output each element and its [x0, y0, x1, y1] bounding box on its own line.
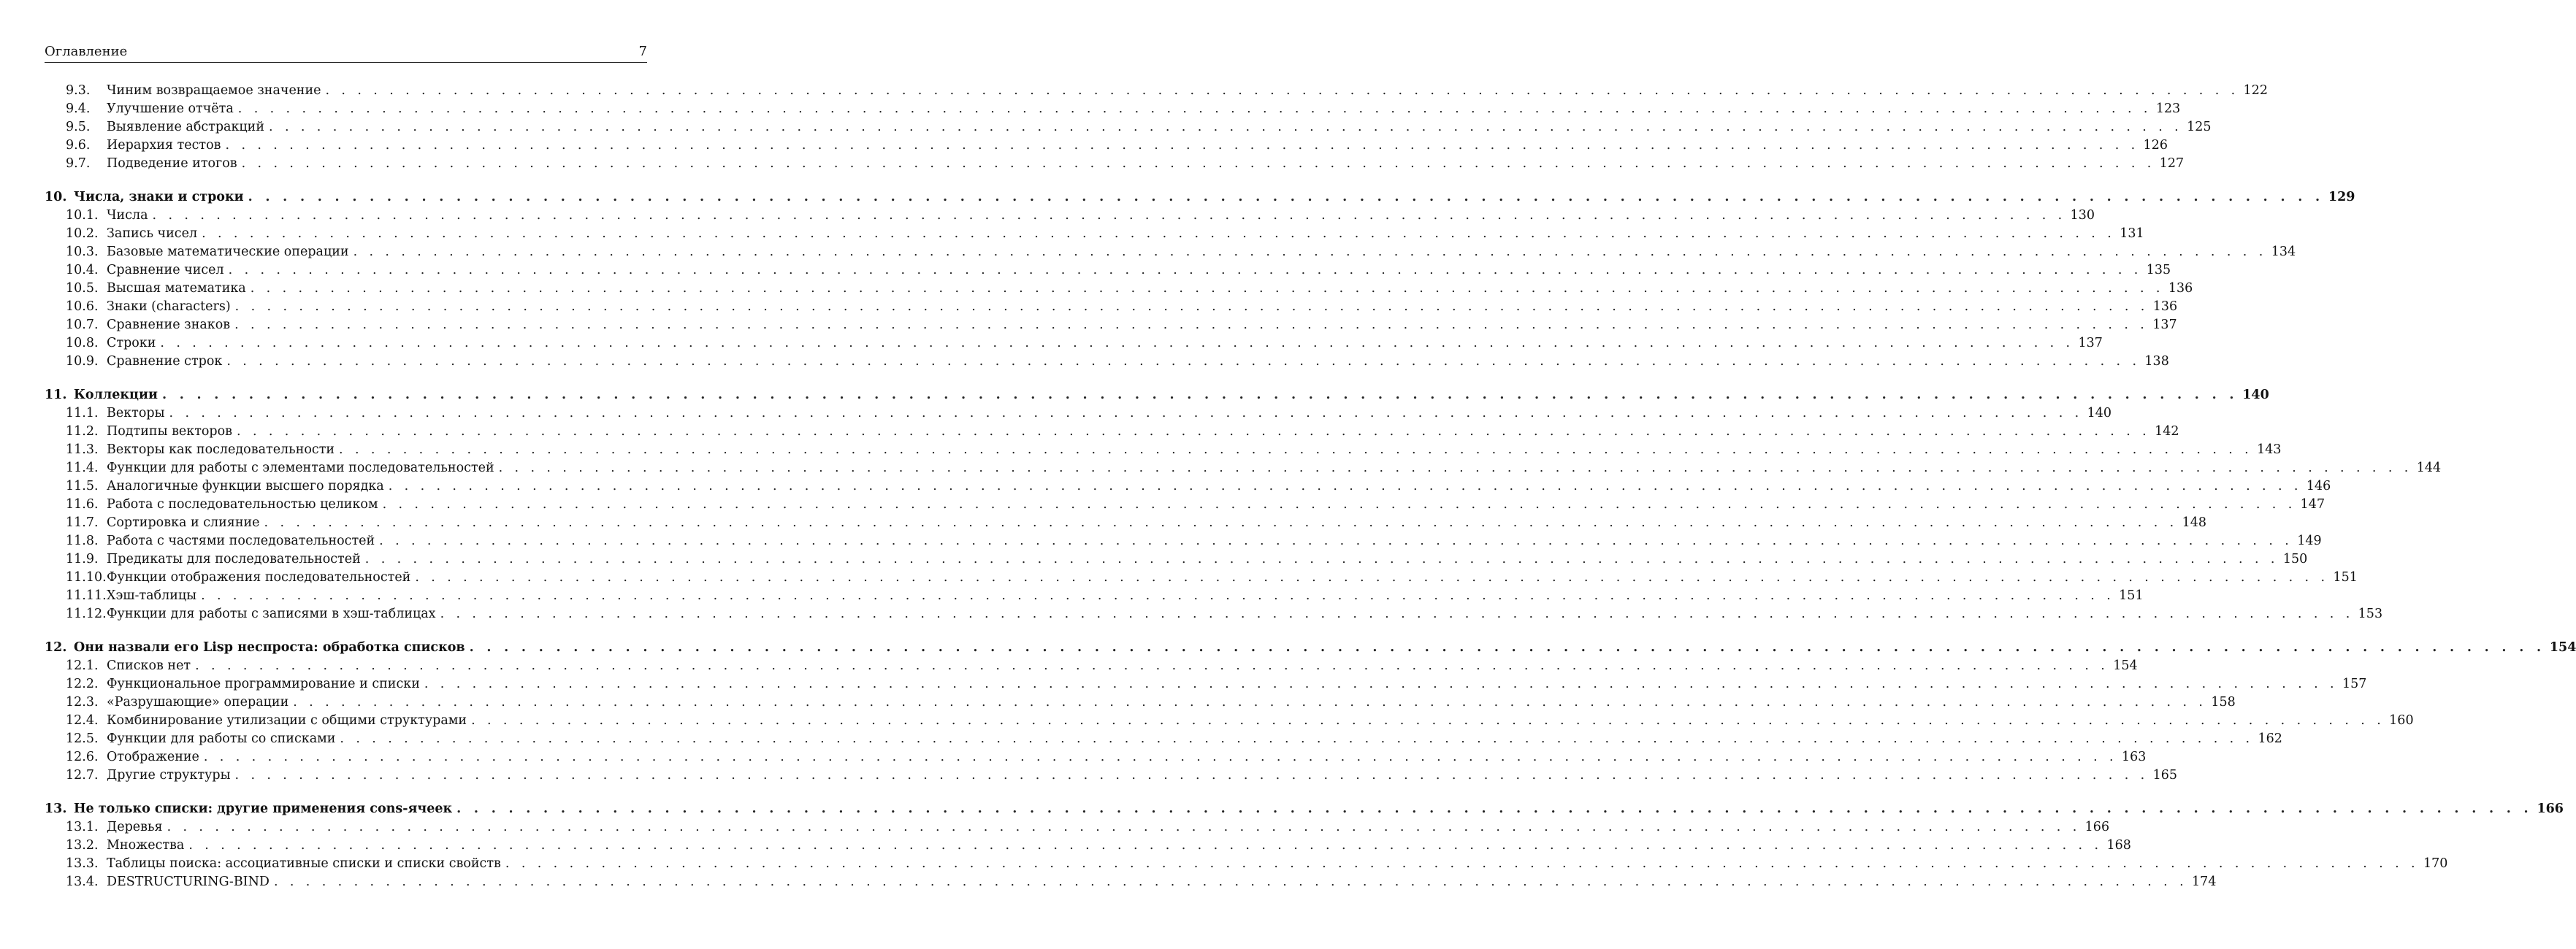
toc-leader-dots: . . . . . . . . . . . . . . . . . . . . . . . . . . . . . . . . . . . . . . . . . . . . . . . . . . . . . . . . . . . . . . . . . . . . . . . . . . . . . . . . . . . . . . . . . . . . . . . . . . . . . . . . . . . . . . . . . . . . . . . . — [250, 281, 2164, 296]
page-number: 7 — [638, 44, 647, 59]
toc-entry-page: 160 — [2389, 713, 2414, 728]
toc-entry-page: 126 — [2143, 138, 2168, 153]
toc-entry-page: 149 — [2297, 534, 2322, 548]
toc-leader-dots: . . . . . . . . . . . . . . . . . . . . . . . . . . . . . . . . . . . . . . . . . . . . . . . . . . . . . . . . . . . . . . . . . . . . . . . . . . . . . . . . . . . . . . . . . . . . . . . . . . . . . . . . . . . . . . . . . . . . . . . . — [353, 245, 2267, 259]
toc-entry-page: 123 — [2155, 101, 2181, 116]
toc-entry-number: 11.2. — [66, 424, 99, 439]
toc-entry-page: 151 — [2119, 588, 2144, 603]
toc-entry-number: 13.3. — [66, 856, 99, 871]
toc-section[interactable] — [45, 459, 2442, 477]
toc-entry-number: 11.5. — [66, 479, 99, 493]
toc-entry-number: 11.4. — [66, 461, 99, 475]
toc-section[interactable] — [45, 207, 2095, 225]
toc-entry-page: 146 — [2306, 479, 2331, 493]
toc-section[interactable] — [45, 477, 2331, 496]
toc-entry-title: Работа с частями последовательностей — [107, 532, 379, 550]
toc-leader-dots: . . . . . . . . . . . . . . . . . . . . . . . . . . . . . . . . . . . . . . . . . . . . . . . . . . . . . . . . . . . . . . . . . . . . . . . . . . . . . . . . . . . . . . . . . . . . . . . . . . . . . . . . . . . . . . . . . . . . . . . . — [241, 156, 2155, 171]
toc-section[interactable] — [45, 730, 2282, 748]
toc-entry-title: Улучшение отчёта — [107, 100, 238, 118]
toc-leader-dots: . . . . . . . . . . . . . . . . . . . . . . . . . . . . . . . . . . . . . . . . . . . . . . . . . . . . . . . . . . . . . . . . . . . . . . . . . . . . . . . . . . . . . . . . . . . . . . . . . . . . . . . . . . . . . . . . . . . . . . . . — [203, 750, 2117, 764]
toc-entry-page: 158 — [2211, 695, 2236, 710]
toc-entry-title: Комбинирование утилизации с общими структурами — [107, 712, 471, 730]
toc-entry-page: 137 — [2152, 318, 2177, 332]
toc-section[interactable] — [45, 550, 2308, 569]
toc-entry-number: 12.3. — [66, 695, 99, 710]
toc-entry-number: 12.7. — [66, 768, 99, 783]
toc-section[interactable] — [45, 155, 2185, 173]
toc-entry-page: 134 — [2271, 245, 2296, 259]
toc-entry-page: 150 — [2282, 552, 2308, 566]
toc-entry-page: 168 — [2106, 838, 2131, 853]
toc-entry-number: 9.7. — [66, 156, 91, 171]
toc-section[interactable] — [45, 855, 2448, 873]
toc-leader-dots: . . . . . . . . . . . . . . . . . . . . . . . . . . . . . . . . . . . . . . . . . . . . . . . . . . . . . . . . . . . . . . . . . . . . . . . . . . . . . . . . . . . . . . . . . . . . . . . . . . . . . . . . . . . . . . . . . . . . . . . . — [269, 120, 2183, 134]
toc-entry-title: Функции для работы с элементами последовательностей — [107, 459, 499, 477]
toc-leader-dots: . . . . . . . . . . . . . . . . . . . . . . . . . . . . . . . . . . . . . . . . . . . . . . . . . . . . . . . . . . . . . . . . . . . . . . . . . . . . . . . . . . . . . . . . . . . . . . . . . . . . . . . . . . . . . . . . . . . . . . . . — [234, 318, 2149, 332]
toc-entry-page: 157 — [2342, 677, 2367, 691]
toc-section[interactable] — [45, 298, 2178, 316]
toc-leader-dots: . . . . . . . . . . . . . . . . . . . . . . . . . . . . . . . . . . . . . . . . . . . . . . . . . . . . . . . . . . . . . . . . . . . . . . . . . . . . . . . . . . . . . . . . . . . . . . . . . . . . . . . . . . . . . . . . . . . . . . . . — [325, 83, 2239, 98]
toc-entry-page: 131 — [2120, 226, 2144, 241]
toc-leader-dots: . . . . . . . . . . . . . . . . . . . . . . . . . . . . . . . . . . . . . . . . . . . . . . . . . . . . . . . . . . . . . . . . . . . . . . . . . . . . . . . . . . . . . . . . . . . . . . . . . . . . . . . . . . . . . . . . . . . . . . . . — [505, 856, 2420, 871]
toc-entry-page: 122 — [2243, 83, 2269, 98]
toc-entry-title: Знаки (characters) — [107, 298, 235, 316]
toc-leader-dots: . . . . . . . . . . . . . . . . . . . . . . . . . . . . . . . . . . . . . . . . . . . . . . . . . . . . . . . . . . . . . . . . . . . . . . . . . . . . . . . . . . . . . . . . . . . . . . . . . . . . . . . . . . . . . . . . . . . . . . . . — [161, 388, 2239, 402]
toc-leader-dots: . . . . . . . . . . . . . . . . . . . . . . . . . . . . . . . . . . . . . . . . . . . . . . . . . . . . . . . . . . . . . . . . . . . . . . . . . . . . . . . . . . . . . . . . . . . . . . . . . . . . . . . . . . . . . . . . . . . . . . . . — [264, 515, 2178, 530]
toc-entry-page: 138 — [2144, 354, 2169, 369]
toc-leader-dots: . . . . . . . . . . . . . . . . . . . . . . . . . . . . . . . . . . . . . . . . . . . . . . . . . . . . . . . . . . . . . . . . . . . . . . . . . . . . . . . . . . . . . . . . . . . . . . . . . . . . . . . . . . . . . . . . . . . . . . . . — [388, 479, 2302, 493]
toc-entry-title: «Разрушающие» операции — [107, 694, 293, 712]
toc-entry-number: 11.8. — [66, 534, 99, 548]
toc-entry-page: 154 — [2113, 658, 2138, 673]
toc-chapter[interactable] — [45, 386, 2269, 404]
toc-leader-dots: . . . . . . . . . . . . . . . . . . . . . . . . . . . . . . . . . . . . . . . . . . . . . . . . . . . . . . . . . . . . . . . . . . . . . . . . . . . . . . . . . . . . . . . . . . . . . . . . . . . . . . . . . . . . . . . . . . . . . . . . — [195, 658, 2109, 673]
toc-entry-number: 10.5. — [66, 281, 99, 296]
toc-section[interactable] — [45, 137, 2168, 155]
toc-entry-number: 10.8. — [66, 336, 99, 350]
toc-section[interactable] — [45, 569, 2358, 587]
toc-entry-title: Числа, знаки и строки — [74, 188, 248, 207]
toc-entry-page: 129 — [2328, 190, 2355, 204]
toc-entry-title: Функциональное программирование и списки — [107, 675, 424, 694]
toc-entry-page: 142 — [2155, 424, 2179, 439]
toc-entry-number: 12. — [45, 640, 67, 655]
toc-entry-number: 13.2. — [66, 838, 99, 853]
toc-chapter[interactable] — [45, 800, 2564, 818]
toc-entry-title: Подтипы векторов — [107, 423, 237, 441]
toc-leader-dots: . . . . . . . . . . . . . . . . . . . . . . . . . . . . . . . . . . . . . . . . . . . . . . . . . . . . . . . . . . . . . . . . . . . . . . . . . . . . . . . . . . . . . . . . . . . . . . . . . . . . . . . . . . . . . . . . . . . . . . . . — [169, 406, 2083, 420]
toc-entry-number: 10.7. — [66, 318, 99, 332]
toc-entry-title: Векторы — [107, 404, 169, 423]
toc-leader-dots: . . . . . . . . . . . . . . . . . . . . . . . . . . . . . . . . . . . . . . . . . . . . . . . . . . . . . . . . . . . . . . . . . . . . . . . . . . . . . . . . . . . . . . . . . . . . . . . . . . . . . . . . . . . . . . . . . . . . . . . . — [248, 190, 2324, 204]
toc-entry-title: Векторы как последовательности — [107, 441, 339, 459]
toc-section[interactable] — [45, 694, 2236, 712]
toc-entry-title: Чиним возвращаемое значение — [107, 82, 326, 100]
toc-leader-dots: . . . . . . . . . . . . . . . . . . . . . . . . . . . . . . . . . . . . . . . . . . . . . . . . . . . . . . . . . . . . . . . . . . . . . . . . . . . . . . . . . . . . . . . . . . . . . . . . . . . . . . . . . . . . . . . . . . . . . . . . — [167, 820, 2081, 834]
toc-entry-page: 162 — [2258, 731, 2282, 746]
toc-entry-number: 13.1. — [66, 820, 99, 834]
toc-entry-number: 11.1. — [66, 406, 99, 420]
toc-entry-title: Функции для работы с записями в хэш-таблицах — [107, 605, 440, 623]
toc-entry-page: 154 — [2549, 640, 2576, 655]
toc-leader-dots: . . . . . . . . . . . . . . . . . . . . . . . . . . . . . . . . . . . . . . . . . . . . . . . . . . . . . . . . . . . . . . . . . . . . . . . . . . . . . . . . . . . . . . . . . . . . . . . . . . . . . . . . . . . . . . . . . . . . . . . . — [456, 802, 2533, 816]
toc-entry-page: 166 — [2537, 802, 2564, 816]
toc-leader-dots: . . . . . . . . . . . . . . . . . . . . . . . . . . . . . . . . . . . . . . . . . . . . . . . . . . . . . . . . . . . . . . . . . . . . . . . . . . . . . . . . . . . . . . . . . . . . . . . . . . . . . . . . . . . . . . . . . . . . . . . . — [237, 424, 2151, 439]
toc-entry-title: Таблицы поиска: ассоциативные списки и списки свойств — [107, 855, 505, 873]
toc-section[interactable] — [45, 316, 2177, 334]
toc-entry-title: Другие структуры — [107, 766, 235, 785]
toc-section[interactable] — [45, 353, 2169, 371]
toc-entry-page: 127 — [2159, 156, 2185, 171]
toc-entry-title: Деревья — [107, 818, 167, 837]
toc-leader-dots: . . . . . . . . . . . . . . . . . . . . . . . . . . . . . . . . . . . . . . . . . . . . . . . . . . . . . . . . . . . . . . . . . . . . . . . . . . . . . . . . . . . . . . . . . . . . . . . . . . . . . . . . . . . . . . . . . . . . . . . . — [339, 442, 2253, 457]
toc-chapter[interactable] — [45, 188, 2355, 207]
toc-chapter[interactable] — [45, 639, 2576, 657]
toc-entry-title: Они назвали его Lisp неспроста: обработка списков — [74, 639, 470, 657]
toc-entry-title: Отображение — [107, 748, 204, 766]
toc-entry-number: 11.10. — [66, 570, 107, 585]
toc-leader-dots: . . . . . . . . . . . . . . . . . . . . . . . . . . . . . . . . . . . . . . . . . . . . . . . . . . . . . . . . . . . . . . . . . . . . . . . . . . . . . . . . . . . . . . . . . . . . . . . . . . . . . . . . . . . . . . . . . . . . . . . . — [152, 208, 2066, 223]
toc-entry-number: 12.1. — [66, 658, 99, 673]
toc-leader-dots: . . . . . . . . . . . . . . . . . . . . . . . . . . . . . . . . . . . . . . . . . . . . . . . . . . . . . . . . . . . . . . . . . . . . . . . . . . . . . . . . . . . . . . . . . . . . . . . . . . . . . . . . . . . . . . . . . . . . . . . . — [228, 263, 2142, 277]
toc-entry-number: 10.2. — [66, 226, 99, 241]
toc-section[interactable] — [45, 657, 2138, 675]
toc-section[interactable] — [45, 404, 2112, 423]
toc-leader-dots: . . . . . . . . . . . . . . . . . . . . . . . . . . . . . . . . . . . . . . . . . . . . . . . . . . . . . . . . . . . . . . . . . . . . . . . . . . . . . . . . . . . . . . . . . . . . . . . . . . . . . . . . . . . . . . . . . . . . . . . . — [188, 838, 2103, 853]
toc-section[interactable] — [45, 587, 2144, 605]
toc-entry-page: 148 — [2182, 515, 2207, 530]
toc-leader-dots: . . . . . . . . . . . . . . . . . . . . . . . . . . . . . . . . . . . . . . . . . . . . . . . . . . . . . . . . . . . . . . . . . . . . . . . . . . . . . . . . . . . . . . . . . . . . . . . . . . . . . . . . . . . . . . . . . . . . . . . . — [424, 677, 2338, 691]
toc-leader-dots: . . . . . . . . . . . . . . . . . . . . . . . . . . . . . . . . . . . . . . . . . . . . . . . . . . . . . . . . . . . . . . . . . . . . . . . . . . . . . . . . . . . . . . . . . . . . . . . . . . . . . . . . . . . . . . . . . . . . . . . . — [364, 552, 2279, 566]
toc-leader-dots: . . . . . . . . . . . . . . . . . . . . . . . . . . . . . . . . . . . . . . . . . . . . . . . . . . . . . . . . . . . . . . . . . . . . . . . . . . . . . . . . . . . . . . . . . . . . . . . . . . . . . . . . . . . . . . . . . . . . . . . . — [202, 226, 2116, 241]
toc-entry-number: 13. — [45, 802, 67, 816]
toc-entry-number: 9.3. — [66, 83, 91, 98]
toc-section[interactable] — [45, 712, 2414, 730]
toc-entry-number: 11. — [45, 388, 67, 402]
toc-leader-dots: . . . . . . . . . . . . . . . . . . . . . . . . . . . . . . . . . . . . . . . . . . . . . . . . . . . . . . . . . . . . . . . . . . . . . . . . . . . . . . . . . . . . . . . . . . . . . . . . . . . . . . . . . . . . . . . . . . . . . . . . — [225, 138, 2139, 153]
toc-entry-number: 12.5. — [66, 731, 99, 746]
toc-entry-number: 10.6. — [66, 299, 99, 314]
toc-section[interactable] — [45, 225, 2144, 243]
toc-section[interactable] — [45, 837, 2131, 855]
toc-entry-page: 144 — [2416, 461, 2442, 475]
toc-entry-number: 11.11. — [66, 588, 107, 603]
toc-entry-number: 12.2. — [66, 677, 99, 691]
running-head-title: Оглавление — [45, 44, 128, 59]
toc-entry-title: Запись чисел — [107, 225, 202, 243]
toc-leader-dots: . . . . . . . . . . . . . . . . . . . . . . . . . . . . . . . . . . . . . . . . . . . . . . . . . . . . . . . . . . . . . . . . . . . . . . . . . . . . . . . . . . . . . . . . . . . . . . . . . . . . . . . . . . . . . . . . . . . . . . . . — [234, 299, 2149, 314]
toc-entry-number: 13.4. — [66, 875, 99, 889]
toc-entry-page: 136 — [2168, 281, 2193, 296]
toc-leader-dots: . . . . . . . . . . . . . . . . . . . . . . . . . . . . . . . . . . . . . . . . . . . . . . . . . . . . . . . . . . . . . . . . . . . . . . . . . . . . . . . . . . . . . . . . . . . . . . . . . . . . . . . . . . . . . . . . . . . . . . . . — [498, 461, 2412, 475]
toc-entry-title: Выявление абстракций — [107, 118, 269, 137]
toc-entry-title: Числа — [107, 207, 153, 225]
table-of-contents — [45, 82, 2576, 891]
toc-section[interactable] — [45, 441, 2282, 459]
toc-entry-title: Функции отображения последовательностей — [107, 569, 415, 587]
toc-leader-dots: . . . . . . . . . . . . . . . . . . . . . . . . . . . . . . . . . . . . . . . . . . . . . . . . . . . . . . . . . . . . . . . . . . . . . . . . . . . . . . . . . . . . . . . . . . . . . . . . . . . . . . . . . . . . . . . . . . . . . . . . — [273, 875, 2188, 889]
toc-section[interactable] — [45, 118, 2212, 137]
toc-leader-dots: . . . . . . . . . . . . . . . . . . . . . . . . . . . . . . . . . . . . . . . . . . . . . . . . . . . . . . . . . . . . . . . . . . . . . . . . . . . . . . . . . . . . . . . . . . . . . . . . . . . . . . . . . . . . . . . . . . . . . . . . — [201, 588, 2115, 603]
toc-entry-page: 135 — [2146, 263, 2171, 277]
toc-entry-number: 9.4. — [66, 101, 91, 116]
toc-section[interactable] — [45, 280, 2193, 298]
toc-entry-title: Не только списки: другие применения cons-ячеек — [74, 800, 456, 818]
toc-entry-page: 143 — [2257, 442, 2282, 457]
running-head — [45, 42, 647, 63]
toc-entry-title: Иерархия тестов — [107, 137, 226, 155]
toc-entry-title: Списков нет — [107, 657, 195, 675]
toc-section[interactable] — [45, 100, 2181, 118]
toc-leader-dots: . . . . . . . . . . . . . . . . . . . . . . . . . . . . . . . . . . . . . . . . . . . . . . . . . . . . . . . . . . . . . . . . . . . . . . . . . . . . . . . . . . . . . . . . . . . . . . . . . . . . . . . . . . . . . . . . . . . . . . . . — [234, 768, 2149, 783]
toc-entry-title: DESTRUCTURING-BIND — [107, 873, 274, 891]
toc-leader-dots: . . . . . . . . . . . . . . . . . . . . . . . . . . . . . . . . . . . . . . . . . . . . . . . . . . . . . . . . . . . . . . . . . . . . . . . . . . . . . . . . . . . . . . . . . . . . . . . . . . . . . . . . . . . . . . . . . . . . . . . . — [440, 607, 2354, 621]
toc-entry-number: 10.4. — [66, 263, 99, 277]
toc-section[interactable] — [45, 496, 2325, 514]
toc-section[interactable] — [45, 873, 2217, 891]
toc-entry-title: Сортировка и слияние — [107, 514, 264, 532]
toc-entry-page: 140 — [2087, 406, 2112, 420]
toc-entry-title: Подведение итогов — [107, 155, 242, 173]
toc-section[interactable] — [45, 532, 2322, 550]
toc-entry-number: 9.6. — [66, 138, 91, 153]
toc-section[interactable] — [45, 514, 2207, 532]
toc-entry-title: Базовые математические операции — [107, 243, 353, 261]
toc-entry-number: 9.5. — [66, 120, 91, 134]
toc-leader-dots: . . . . . . . . . . . . . . . . . . . . . . . . . . . . . . . . . . . . . . . . . . . . . . . . . . . . . . . . . . . . . . . . . . . . . . . . . . . . . . . . . . . . . . . . . . . . . . . . . . . . . . . . . . . . . . . . . . . . . . . . — [293, 695, 2207, 710]
toc-leader-dots: . . . . . . . . . . . . . . . . . . . . . . . . . . . . . . . . . . . . . . . . . . . . . . . . . . . . . . . . . . . . . . . . . . . . . . . . . . . . . . . . . . . . . . . . . . . . . . . . . . . . . . . . . . . . . . . . . . . . . . . . — [382, 497, 2296, 512]
toc-leader-dots: . . . . . . . . . . . . . . . . . . . . . . . . . . . . . . . . . . . . . . . . . . . . . . . . . . . . . . . . . . . . . . . . . . . . . . . . . . . . . . . . . . . . . . . . . . . . . . . . . . . . . . . . . . . . . . . . . . . . . . . . — [471, 713, 2385, 728]
toc-entry-number: 11.12. — [66, 607, 107, 621]
toc-entry-number: 11.7. — [66, 515, 99, 530]
toc-entry-title: Сравнение знаков — [107, 316, 234, 334]
toc-section[interactable] — [45, 423, 2179, 441]
toc-section[interactable] — [45, 675, 2367, 694]
toc-section[interactable] — [45, 82, 2269, 100]
toc-entry-number: 11.6. — [66, 497, 99, 512]
toc-leader-dots: . . . . . . . . . . . . . . . . . . . . . . . . . . . . . . . . . . . . . . . . . . . . . . . . . . . . . . . . . . . . . . . . . . . . . . . . . . . . . . . . . . . . . . . . . . . . . . . . . . . . . . . . . . . . . . . . . . . . . . . . — [160, 336, 2074, 350]
toc-section[interactable] — [45, 766, 2178, 785]
toc-section[interactable] — [45, 818, 2110, 837]
toc-entry-number: 10.3. — [66, 245, 99, 259]
toc-entry-title: Множества — [107, 837, 188, 855]
toc-entry-page: 174 — [2192, 875, 2217, 889]
toc-entry-number: 11.9. — [66, 552, 99, 566]
toc-entry-number: 10.9. — [66, 354, 99, 369]
toc-entry-page: 140 — [2242, 388, 2269, 402]
toc-entry-title: Сравнение чисел — [107, 261, 229, 280]
toc-entry-number: 12.6. — [66, 750, 99, 764]
toc-leader-dots: . . . . . . . . . . . . . . . . . . . . . . . . . . . . . . . . . . . . . . . . . . . . . . . . . . . . . . . . . . . . . . . . . . . . . . . . . . . . . . . . . . . . . . . . . . . . . . . . . . . . . . . . . . . . . . . . . . . . . . . . — [415, 570, 2329, 585]
toc-section[interactable] — [45, 748, 2147, 766]
toc-entry-page: 136 — [2152, 299, 2178, 314]
toc-entry-number: 10. — [45, 190, 67, 204]
toc-entry-title: Функции для работы со списками — [107, 730, 340, 748]
toc-entry-number: 11.3. — [66, 442, 99, 457]
toc-entry-page: 165 — [2152, 768, 2178, 783]
toc-entry-title: Аналогичные функции высшего порядка — [107, 477, 389, 496]
toc-leader-dots: . . . . . . . . . . . . . . . . . . . . . . . . . . . . . . . . . . . . . . . . . . . . . . . . . . . . . . . . . . . . . . . . . . . . . . . . . . . . . . . . . . . . . . . . . . . . . . . . . . . . . . . . . . . . . . . . . . . . . . . . — [379, 534, 2293, 548]
toc-entry-title: Коллекции — [74, 386, 162, 404]
toc-entry-page: 147 — [2300, 497, 2325, 512]
toc-entry-page: 125 — [2187, 120, 2212, 134]
toc-entry-title: Работа с последовательностью целиком — [107, 496, 383, 514]
toc-leader-dots: . . . . . . . . . . . . . . . . . . . . . . . . . . . . . . . . . . . . . . . . . . . . . . . . . . . . . . . . . . . . . . . . . . . . . . . . . . . . . . . . . . . . . . . . . . . . . . . . . . . . . . . . . . . . . . . . . . . . . . . . — [237, 101, 2152, 116]
toc-section[interactable] — [45, 261, 2171, 280]
toc-entry-page: 151 — [2333, 570, 2358, 585]
toc-entry-page: 163 — [2121, 750, 2147, 764]
toc-section[interactable] — [45, 243, 2296, 261]
toc-entry-number: 12.4. — [66, 713, 99, 728]
toc-entry-title: Строки — [107, 334, 160, 353]
toc-entry-page: 137 — [2078, 336, 2103, 350]
toc-entry-title: Высшая математика — [107, 280, 251, 298]
toc-section[interactable] — [45, 334, 2103, 353]
toc-entry-number: 10.1. — [66, 208, 99, 223]
toc-entry-title: Хэш-таблицы — [107, 587, 201, 605]
toc-leader-dots: . . . . . . . . . . . . . . . . . . . . . . . . . . . . . . . . . . . . . . . . . . . . . . . . . . . . . . . . . . . . . . . . . . . . . . . . . . . . . . . . . . . . . . . . . . . . . . . . . . . . . . . . . . . . . . . . . . . . . . . . — [226, 354, 2141, 369]
toc-entry-page: 166 — [2084, 820, 2110, 834]
toc-entry-title: Предикаты для последовательностей — [107, 550, 365, 569]
toc-entry-title: Сравнение строк — [107, 353, 226, 371]
toc-entry-page: 170 — [2423, 856, 2448, 871]
toc-leader-dots: . . . . . . . . . . . . . . . . . . . . . . . . . . . . . . . . . . . . . . . . . . . . . . . . . . . . . . . . . . . . . . . . . . . . . . . . . . . . . . . . . . . . . . . . . . . . . . . . . . . . . . . . . . . . . . . . . . . . . . . . — [469, 640, 2545, 655]
toc-entry-page: 153 — [2358, 607, 2383, 621]
toc-section[interactable] — [45, 605, 2383, 623]
toc-entry-page: 130 — [2070, 208, 2095, 223]
toc-leader-dots: . . . . . . . . . . . . . . . . . . . . . . . . . . . . . . . . . . . . . . . . . . . . . . . . . . . . . . . . . . . . . . . . . . . . . . . . . . . . . . . . . . . . . . . . . . . . . . . . . . . . . . . . . . . . . . . . . . . . . . . . — [340, 731, 2254, 746]
